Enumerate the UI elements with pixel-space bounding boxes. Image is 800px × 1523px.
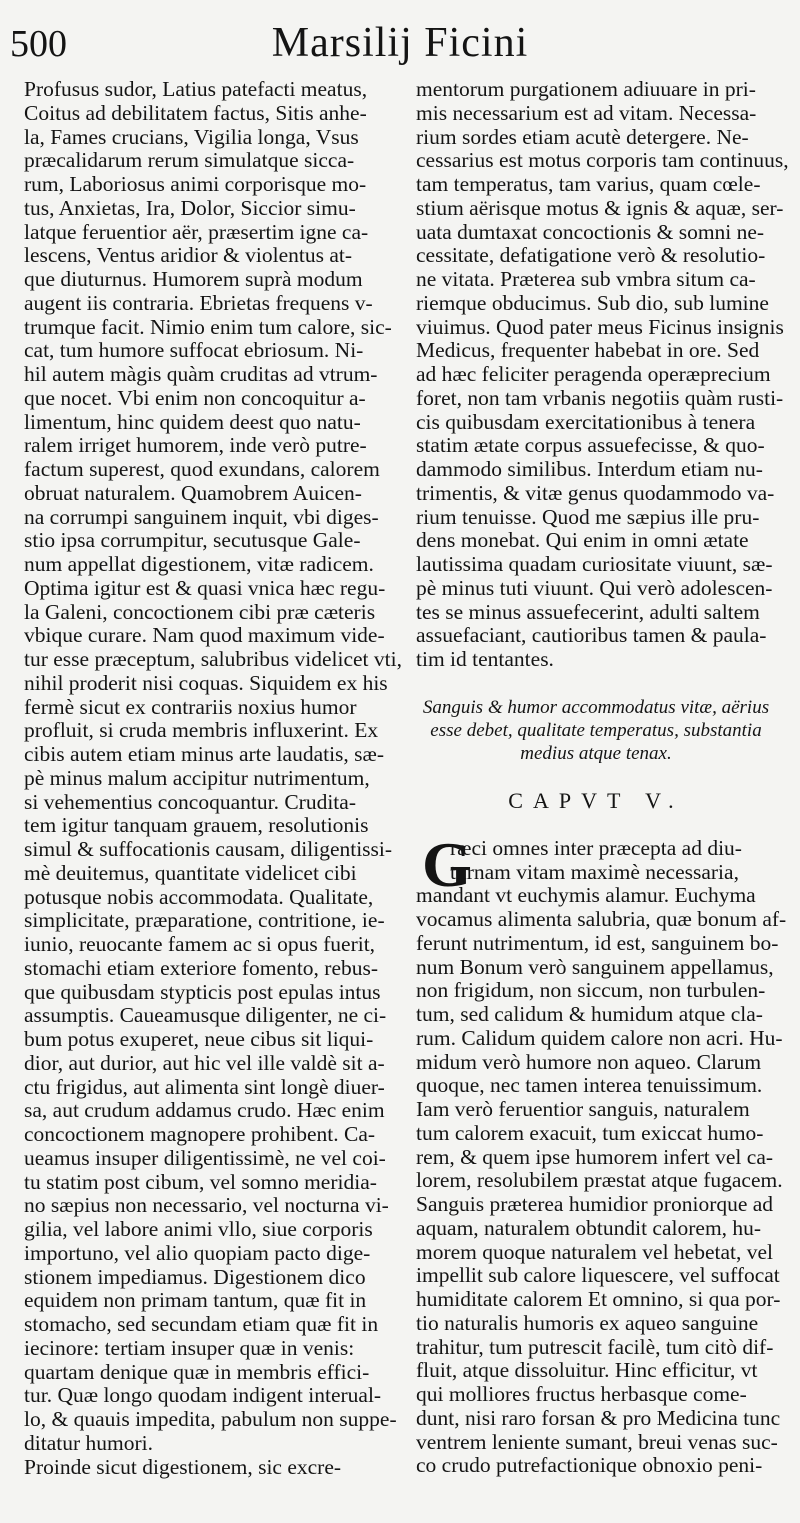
text-line: ctu frigidus, aut alimenta sint longè diuer- [24,1074,385,1099]
marginal-note [416,696,776,765]
chapter-text [416,828,787,1478]
text-line: viuimus. Quod pater meus Ficinus insignis [416,314,784,339]
text-line: rium sordes etiam acutè detergere. Ne- [416,124,749,149]
text-line: quartam denique quæ in membris effici- [24,1359,370,1384]
text-line: obruat naturalem. Quamobrem Auicen- [24,480,362,505]
text-line: Sanguis præterea humidior proniorque ad [416,1192,774,1216]
text-line: stium aërisque motus & ignis & aquæ, ser- [416,195,784,220]
text-line: tio naturalis humoris ex aqueo sanguine [416,1310,759,1335]
text-line: rium tenuisse. Quod me sæpius ille pru- [416,504,760,529]
text-line: cessarius est motus corporis tam continuus, [416,148,789,173]
text-line: dammodo similibus. Interdum etiam nu- [416,457,763,481]
text-line: tum, sed calidum & humidum atque cla- [416,1002,763,1026]
text-line: mis necessarium est ad vitam. Necessa- [416,100,757,125]
text-line: profluit, si cruda membris influxerint. Ex [24,718,379,743]
text-line: pè minus tuti viuunt. Qui verò adolescen- [416,575,773,600]
text-line: ferunt nutrimentum, id est, sanguinem bo- [416,930,779,955]
text-line: ne vitata. Præterea sub vmbra situm ca- [416,267,756,291]
text-line: dens monebat. Qui enim in omni ætate [416,528,749,553]
text-line: importuno, vel alio quopiam pacto dige- [24,1240,371,1265]
running-head: Marsilij Ficini [271,20,529,66]
text-line: riemque obducimus. Sub dio, sub lumine [416,290,769,315]
note-line: Sanguis & humor accommodatus vitæ, aërius [422,696,770,718]
text-line: no sæpius non necessario, vel nocturna vi- [24,1193,389,1218]
text-line: que diuturnus. Humorem suprà modum [24,267,363,291]
text-line: concoctionem magnopere prohibent. Ca- [24,1122,376,1146]
text-line: tus, Anxietas, Ira, Dolor, Siccior simu- [24,195,356,220]
text-line: fermè sicut ex contrariis noxius humor [24,694,357,719]
text-line: stio ipsa corrumpitur, secutusque Gale- [24,528,361,553]
page-number: 500 [10,23,67,65]
text-line: ueamus insuper diligentissimè, ne vel coi- [24,1145,386,1170]
text-line: impellit sub calore liquescere, vel suffocat [416,1263,780,1288]
note-line: esse debet, qualitate temperatus, substantia [430,719,762,741]
text-line: mentorum purgationem adiuuare in pri- [416,77,756,101]
text-line: pè minus malum accipitur nutrimentum, [24,765,370,790]
text-line: trimentis, & vitæ genus quodammodo va- [416,480,775,505]
text-line: Profusus sudor, Latius patefacti meatus, [24,77,368,101]
text-line: equidem non primam tantum, quæ fit in [24,1288,367,1313]
text-line: cessitate, defatigatione verò & resolutio- [416,243,766,268]
text-line: latque feruentior aër, præsertim igne ca- [24,219,369,244]
text-line: lorem, resolubilem præstat atque fugacem. [416,1168,783,1193]
text-line: aquam, naturalem obtundit calorem, hu- [416,1215,762,1240]
text-line: stomacho, sed secundam etiam quæ fit in [24,1312,379,1336]
text-line: la Galeni, concoctionem cibi præ cæteris [24,599,376,624]
text-line: mandant vt euchymis alamur. Euchyma [416,883,756,908]
text-line: statim ætate corpus assuefecisse, & quo- [416,433,765,458]
text-line: dior, aut durior, aut hic vel ille valdè sit a- [24,1050,385,1075]
text-line: lautissima quadam curiositate viuunt, sæ- [416,552,773,576]
text-line: vocamus alimenta salubria, quæ bonum af- [416,907,787,931]
text-line: nihil proderit nisi coquas. Siquidem ex his [24,670,388,695]
text-line: potusque nobis accommodata. Qualitate, [24,884,374,909]
text-line: tur. Quæ longo quodam indigent interual- [24,1383,382,1408]
text-line: na corrumpi sanguinem inquit, vbi diges- [24,504,379,529]
right-column-text [416,77,789,672]
text-line: quoque, nec tamen interea tenuissimum. [416,1073,763,1098]
text-line: assuefaciant, cautioribus tamen & paula- [416,623,767,648]
text-line: Iam verò feruentior sanguis, naturalem [416,1097,750,1121]
text-line: simplicitate, præparatione, contritione, ie- [24,908,385,933]
text-line: tum calorem exacuit, tum exiccat humo- [416,1120,764,1145]
text-line: lo, & quauis impedita, pabulum non suppe- [24,1407,397,1431]
text-line: num Bonum verò sanguinem appellamus, [416,954,774,979]
text-line: præcalidarum rerum simulatque sicca- [24,148,355,173]
text-line: que quibusdam stypticis post epulas intus [24,979,381,1004]
text-line: la, Fames crucians, Vigilia longa, Vsus [24,124,359,149]
text-line: turnam vitam maximè necessaria, [450,859,739,884]
text-line: iecinore: tertiam insuper quæ in venis: [24,1335,355,1360]
left-column [24,77,402,1479]
text-line: humiditate calorem Et omnino, si qua por- [416,1287,781,1311]
text-line: lescens, Ventus aridior & violentus at- [24,243,353,268]
drop-cap: G [422,828,472,900]
text-line: ventrem leniente sumant, breui venas suc- [416,1429,778,1454]
text-line: foret, non tam vrbanis negotiis quàm rusti- [416,385,784,410]
text-line: tur esse præceptum, salubribus videlicet vti, [24,647,402,671]
text-line: ralem irriget humorem, inde verò putre- [24,433,367,458]
text-line: qui molliores fructus herbasque come- [416,1382,747,1406]
text-line: fluit, atque dissoluitur. Hinc efficitur, vt [416,1358,758,1383]
text-line: rem, & quem ipse humorem infert vel ca- [416,1144,774,1169]
text-line: assumptis. Caueamusque diligenter, ne ci- [24,1003,387,1028]
text-line: simul & suffocationis causam, diligentissi- [24,837,393,861]
text-line: non frigidum, non siccum, non turbulen- [416,978,766,1003]
text-line: num appellat digestionem, vitæ radicem. [24,552,374,576]
text-line: midum verò humore non aqueo. Clarum [416,1049,762,1074]
text-line: mè deuitemus, quantitate videlicet cibi [24,860,357,885]
text-line: Medicus, frequenter habebat in ore. Sed [416,338,760,363]
text-line: trahitur, tum putrescit facilè, tum citò dif- [416,1334,774,1359]
text-line: tim id tentantes. [416,647,554,671]
text-line: trumque facit. Nimio enim tum calore, sic- [24,314,392,339]
text-line: cat, tum humore suffocat ebriosum. Ni- [24,338,364,363]
text-line: rum, Laboriosus animi corporisque mo- [24,172,367,196]
text-line: bum potus exuperet, neue cibus sit liqui- [24,1027,374,1051]
text-line: stionem impediamus. Digestionem dico [24,1264,366,1289]
text-line: rum. Calidum quidem calore non acri. Hu- [416,1025,783,1050]
text-line: si vehementius concoquantur. Crudita- [24,789,356,814]
text-line: morem quoque naturalem vel hebetat, vel [416,1239,774,1264]
right-column [416,77,789,1478]
text-line: cis quibusdam exercitationibus à tenera [416,409,756,434]
text-line: tu statim post cibum, vel somno meridia- [24,1169,377,1194]
text-line: augent iis contraria. Ebrietas frequens v- [24,290,373,315]
text-line: ditatur humori. [24,1430,153,1455]
text-line: ræci omnes inter præcepta ad diu- [450,835,742,860]
text-line: Coitus ad debilitatem factus, Sitis anhe- [24,100,367,125]
text-line: hil autem màgis quàm cruditas ad vtrum- [24,362,378,386]
text-line: iunio, reuocante famem ac si opus fuerit, [24,932,376,956]
text-line: tam temperatus, tam varius, quam cœle- [416,172,761,196]
text-line: que nocet. Vbi enim non concoquitur a- [24,385,366,410]
text-line: uata dumtaxat concoctionis & somni ne- [416,219,765,244]
text-line: vbique curare. Nam quod maximum vide- [24,623,385,648]
text-line: co crudo putrefactionique obnoxio peni- [416,1453,763,1478]
text-line: dunt, nisi raro forsan & pro Medicina tunc [416,1405,781,1430]
text-line: cibis autem etiam minus arte laudatis, sæ- [24,742,385,766]
chapter-heading: CAPVT V. [508,787,684,813]
text-line: stomachi etiam exteriore fomento, rebus- [24,955,379,980]
text-line: sa, aut crudum addamus crudo. Hæc enim [24,1098,385,1123]
note-line: medius atque tenax. [520,742,672,764]
text-line: limentum, hinc quidem deest quo natu- [24,409,361,434]
text-line: tes se minus assuefecerint, adulti saltem [416,599,760,624]
text-line: Proinde sicut digestionem, sic excre- [24,1454,342,1479]
text-line: Optima igitur est & quasi vnica hæc regu- [24,575,386,600]
text-line: ad hæc feliciter peragenda operæprecium [416,362,771,386]
text-line: gilia, vel labore animi vllo, siue corporis [24,1217,373,1241]
text-line: factum superest, quod exundans, calorem [24,457,380,481]
text-line: tem igitur tanquam grauem, resolutionis [24,813,369,838]
